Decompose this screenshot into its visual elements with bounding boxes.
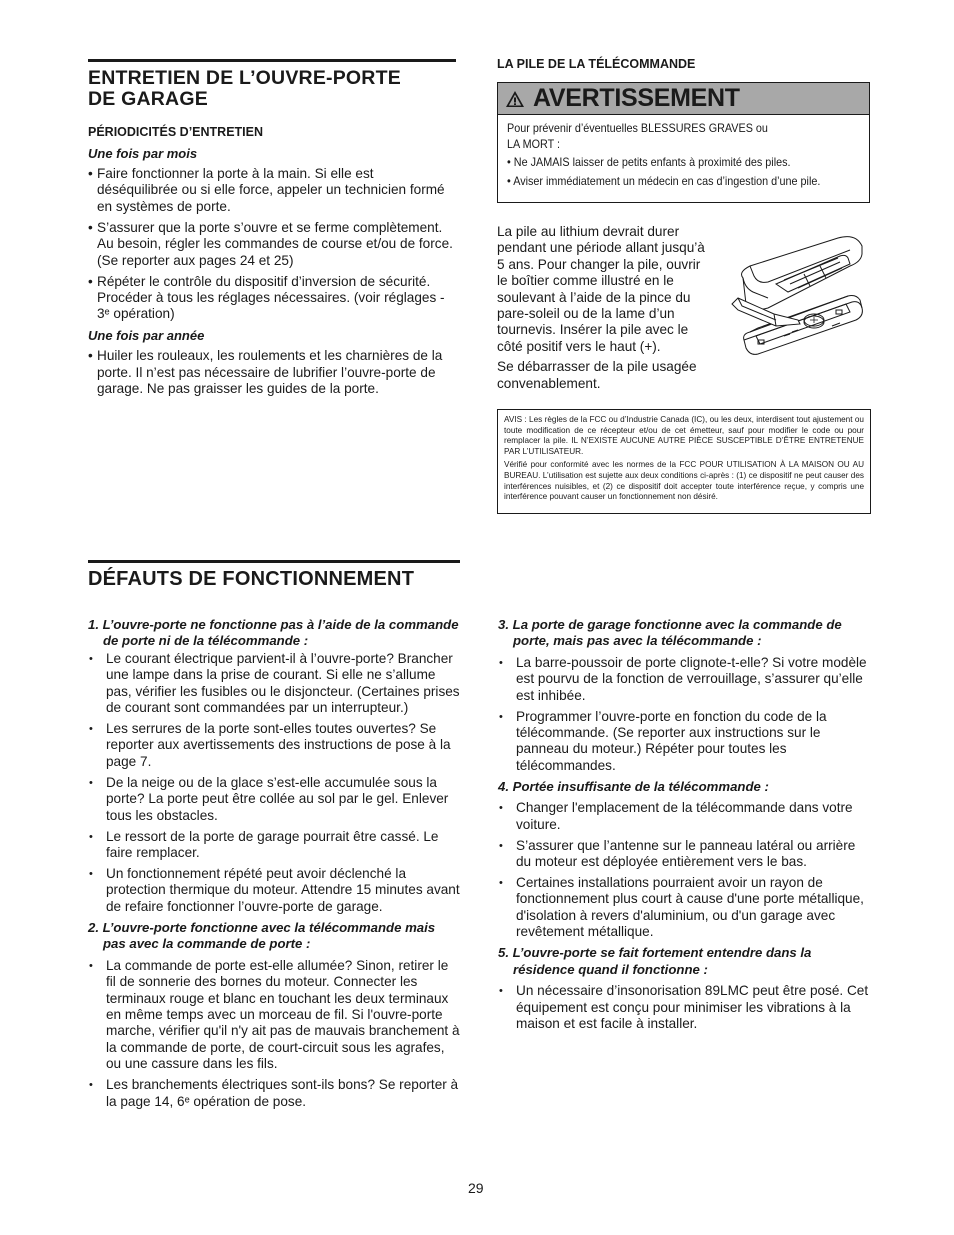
- list-item: • Changer l'emplacement de la télécommande dans votre voiture.: [498, 800, 872, 833]
- issue-heading: 2. L’ouvre-porte fonctionne avec la télécommande mais pas avec la commande de porte :: [88, 919, 436, 952]
- troubleshooting-left-column: [88, 617, 460, 1115]
- warning-box: [497, 82, 870, 203]
- issue-5-list: [498, 983, 872, 1032]
- schedule-heading: PÉRIODICITÉS D’ENTRETIEN: [88, 125, 264, 139]
- list-item: • Le ressort de la porte de garage pourrait être cassé. Le faire remplacer.: [88, 829, 460, 862]
- issue-heading: 3. La porte de garage fonctionne avec la commande de porte, mais pas avec la télécommande :: [498, 617, 842, 649]
- warning-item: • Ne JAMAIS laisser de petits enfants à proximité des piles.: [507, 155, 791, 169]
- list-item: • S’assurer que la porte s’ouvre et se ferme complètement. Au besoin, régler les commandes de course et/ou de force. (Se reporter aux pages 24 et 25): [88, 220, 456, 269]
- list-item: • Huiler les rouleaux, les roulements et les charnières de la porte. Il n’est pas nécessaire de lubrifier l’ouvre-porte de garage. Ne pas graisser les guides de la porte.: [88, 348, 456, 397]
- maintenance-title: ENTRETIEN DE L’OUVRE-PORTE DE GARAGE: [88, 67, 401, 110]
- troubleshooting-header: [88, 560, 460, 590]
- fcc-notice-text: AVIS : Les règles de la FCC ou d’Industrie Canada (IC), ou les deux, interdisent tout ajustement ou toute modification de ce récepteur et/ou de cet émetteur, sauf pour modifier le code ou pour remplacer la pile. IL N’EXISTE AUCUNE AUTRE PIÈCE SUSCEPTIBLE D’ÊTRE ENTRETENUE PAR L’UTILISATEUR.: [504, 415, 864, 456]
- maintenance-section: [88, 59, 456, 402]
- list-item: • Programmer l’ouvre-porte en fonction du code de la télécommande. (Se reporter aux instructions sur le panneau du moteur.) Répéter pour toutes les télécommandes.: [498, 709, 872, 775]
- list-item: • Les branchements électriques sont-ils bons? Se reporter à la page 14, 6ᵉ opération de pose.: [88, 1077, 460, 1110]
- fcc-notice-box: [497, 409, 871, 514]
- issue-3-list: [498, 655, 872, 774]
- list-item: • Certaines installations pourraient avoir un rayon de fonctionnement plus court à cause d'une porte métallique, d'isolation à revers d'aluminium, ou d'un garage avec revêtement métallique.: [498, 875, 872, 941]
- warning-item: • Aviser immédiatement un médecin en cas d’ingestion d’une pile.: [507, 173, 821, 188]
- page-number: 29: [468, 1180, 484, 1196]
- issue-1-list: [88, 651, 460, 915]
- warning-banner: [498, 83, 869, 115]
- warning-title: AVERTISSEMENT: [533, 84, 740, 112]
- list-item: • Faire fonctionner la porte à la main. Si elle est déséquilibrée ou si elle force, appeler un technicien formé en systèmes de porte.: [88, 166, 456, 215]
- issue-heading: 4. Portée insuffisante de la télécommande :: [498, 778, 769, 794]
- list-item: • La barre-poussoir de porte clignote-t-elle? Si votre modèle est pourvu de la fonction de verrouillage, s’assurer qu’elle est inhibée.: [498, 655, 872, 704]
- list-item: • Répéter le contrôle du dispositif d’inversion de sécurité. Procéder à tous les réglages nécessaires. (voir réglages - 3ᵉ opération): [88, 274, 456, 323]
- section-rule: [88, 560, 460, 563]
- fcc-compliance-text: Vérifié pour conformité avec les normes de la FCC POUR UTILISATION À LA MAISON OU AU BUREAU. L’utilisation est sujette aux deux conditions ci-après : (1) ce dispositif ne peut causer des interférences nuisibles, et (2) ce dispositif doit accepter toute interférence reçue, y compris une interférence pouvant causer un fonctionnement non désiré.: [504, 460, 864, 502]
- monthly-heading: Une fois par mois: [88, 146, 198, 161]
- section-rule: [88, 59, 456, 62]
- troubleshooting-right-column: [498, 617, 872, 1037]
- yearly-heading: Une fois par année: [88, 328, 205, 344]
- list-item: • Le courant électrique parvient-il à l’ouvre-porte? Brancher une lampe dans la prise de courant. Si elle ne s’allume pas, vérifier les fusibles ou le disjoncteur. (Certaines prises de courant sont commandées par un interrupteur.): [88, 651, 460, 717]
- troubleshooting-title: DÉFAUTS DE FONCTIONNEMENT: [88, 568, 415, 590]
- issue-4-list: [498, 800, 872, 940]
- list-item: • De la neige ou de la glace s’est-elle accumulée sous la porte? La porte peut être collée au sol par le gel. Enlever tous les obstacles.: [88, 775, 460, 824]
- battery-text: La pile au lithium devrait durer pendant une période allant jusqu’à 5 ans. Pour changer la pile, ouvrir le boîtier comme illustré en le soulevant à l’aide de la pince du pare-soleil ou de la lame d’un tournevis. Insérer la pile avec le côté positif vers le haut (+). Se débarrasser de la pile usagée convenablement.: [497, 224, 705, 391]
- list-item: • S’assurer que l’antenne sur le panneau latéral ou arrière du moteur est déployée entièrement vers le bas.: [498, 838, 872, 871]
- issue-heading: 1. L’ouvre-porte ne fonctionne pas à l’aide de la commande de porte ni de la télécommande :: [88, 617, 459, 649]
- yearly-list: [88, 348, 456, 397]
- monthly-list: [88, 166, 456, 323]
- issue-heading: 5. L’ouvre-porte se fait fortement entendre dans la résidence quand il fonctionne :: [498, 945, 812, 977]
- list-item: • Un nécessaire d’insonorisation 89LMC peut être posé. Cet équipement est conçu pour minimiser les vibrations à la maison et est facile à installer.: [498, 983, 872, 1032]
- warning-body: Pour prévenir d’éventuelles BLESSURES GRAVES ou LA MORT : • Ne JAMAIS laisser de petits enfants à proximité des piles. • Aviser immédiatement un médecin en cas d’ingestion d’une pile.: [498, 115, 869, 189]
- remote-battery-illustration: [728, 236, 868, 364]
- list-item: • La commande de porte est-elle allumée? Sinon, retirer le fil de sonnerie des bornes du moteur. Connecter les terminaux rouge et blanc en touchant les deux terminaux en même temps avec un morceau de fil. Si l'ouvre-porte marche, vérifier qu'il n'y ait pas de mauvais branchement à la commande de porte, de court-circuit sous les agrafes, ou une cassure dans les fils.: [88, 958, 460, 1073]
- warning-triangle-icon: [505, 90, 525, 108]
- issue-2-list: [88, 958, 460, 1110]
- list-item: • Les serrures de la porte sont-elles toutes ouvertes? Se reporter aux avertissements des instructions de pose à la page 7.: [88, 721, 460, 770]
- battery-heading: LA PILE DE LA TÉLÉCOMMANDE: [497, 57, 696, 71]
- list-item: • Un fonctionnement répété peut avoir déclenché la protection thermique du moteur. Attendre 15 minutes avant de refaire fonctionner l’ouvre-porte de garage.: [88, 866, 460, 915]
